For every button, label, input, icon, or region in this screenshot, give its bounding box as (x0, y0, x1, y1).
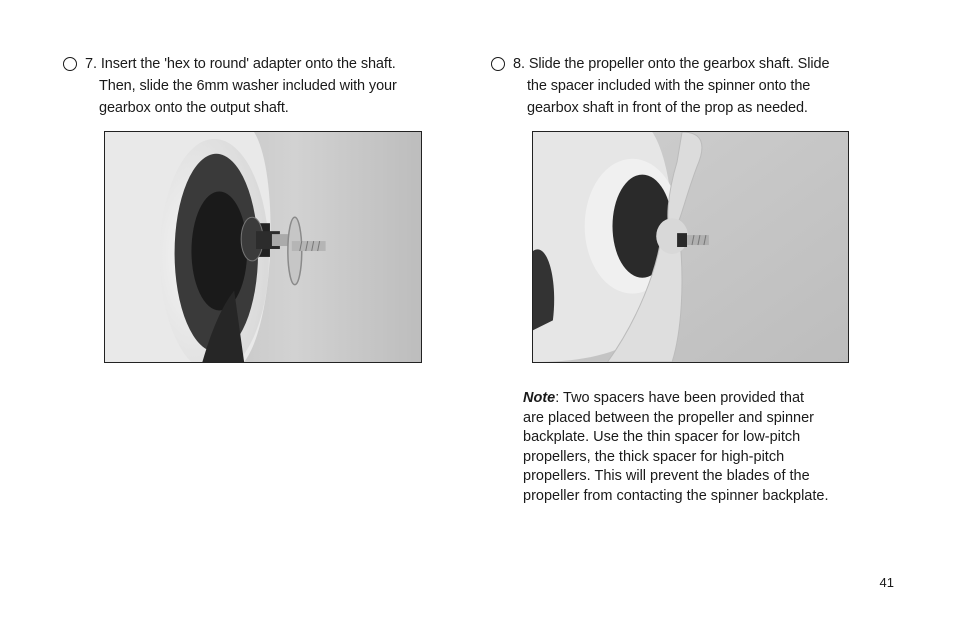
note-label: Note (523, 390, 556, 406)
note-line-1: : Two spacers have been provided that (555, 390, 805, 406)
step-8-line-3: gearbox shaft in front of the prop as needed. (527, 100, 808, 116)
note-line-5: propellers. This will prevent the blades of the (523, 468, 810, 485)
note-line-6: propeller from contacting the spinner backplate. (523, 487, 829, 504)
checkbox-circle-icon (491, 57, 505, 71)
step-8-line-2: the spacer included with the spinner onto the (527, 78, 811, 94)
note-line-2: are placed between the propeller and spinner (523, 409, 815, 426)
step-7-line-3: gearbox onto the output shaft. (99, 100, 289, 116)
photo-propeller-on-shaft (532, 131, 849, 363)
note-line-3: backplate. Use the thin spacer for low-pitch (523, 429, 801, 446)
photo-washer-on-shaft (104, 131, 422, 363)
step-7-line-1: 7. Insert the 'hex to round' adapter onto the shaft. (85, 56, 396, 72)
note-paragraph (523, 389, 863, 507)
step-8-line-1: 8. Slide the propeller onto the gearbox shaft. Slide (513, 56, 830, 72)
page-number: 41 (879, 575, 894, 590)
step-8-instruction (491, 53, 871, 119)
note-line-4: propellers, the thick spacer for high-pitch (523, 448, 785, 465)
step-7-line-2: Then, slide the 6mm washer included with your (99, 78, 397, 94)
checkbox-circle-icon (63, 57, 77, 71)
step-7-instruction (63, 53, 443, 119)
